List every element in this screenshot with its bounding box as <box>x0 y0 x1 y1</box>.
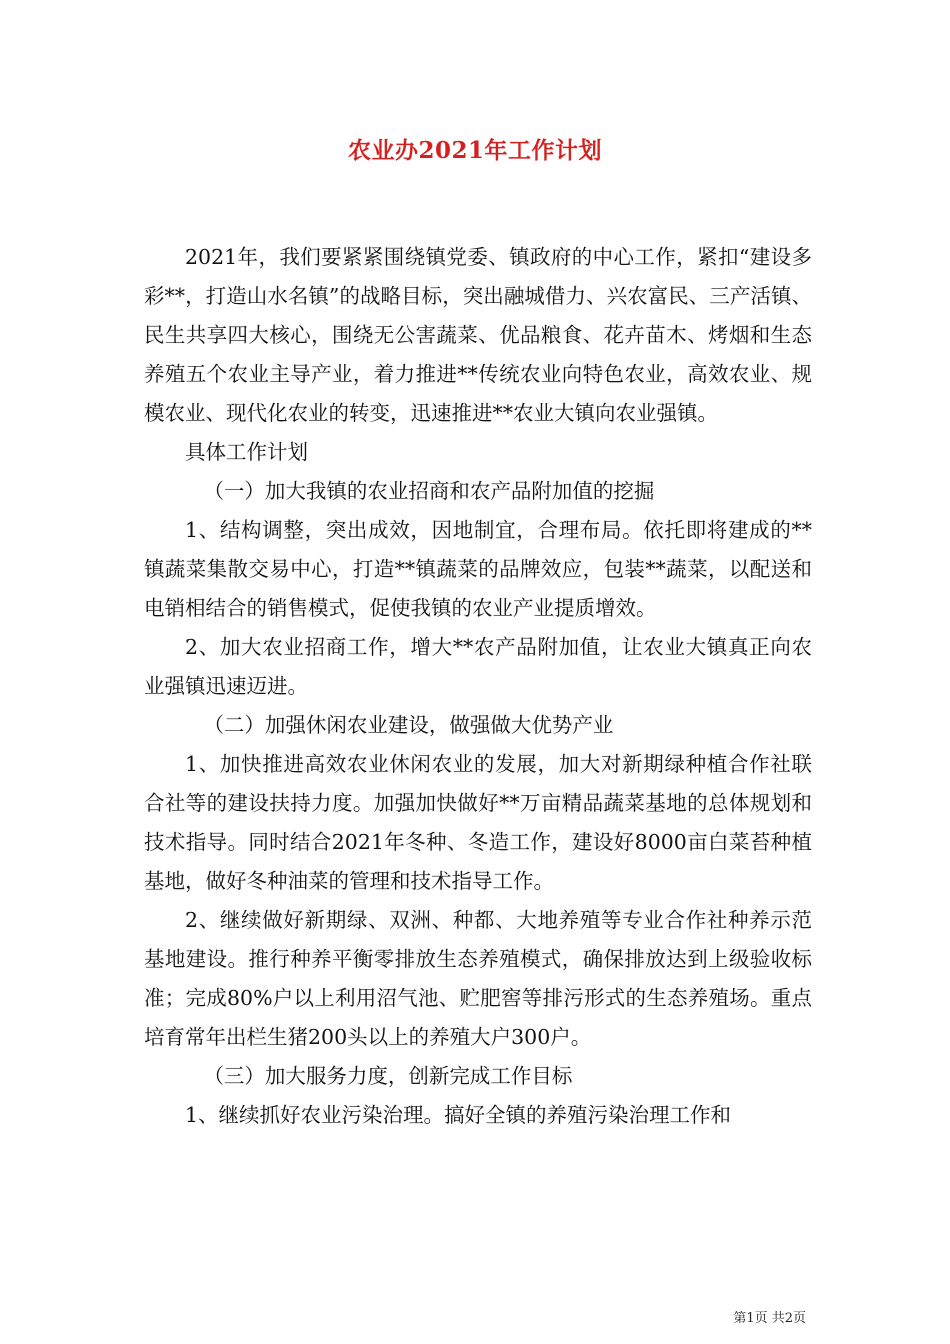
section-heading-1: （一）加大我镇的农业招商和农产品附加值的挖掘 <box>203 479 655 503</box>
paragraph-item-3-1: 1、继续抓好农业污染治理。搞好全镇的养殖污染治理工作和 <box>185 1103 732 1127</box>
paragraph-intro: 2021年，我们要紧紧围绕镇党委、镇政府的中心工作，紧扣“建设多彩**，打造山水名镇”的战略目标，突出融城借力、兴农富民、三产活镇、民生共享四大核心，围绕无公害蔬菜、优品粮食、花卉苗木、烤烟和生态养殖五个农业主导产业，着力推进**传统农业向特色农业，高效农业、规模农业、现代化农业的转变，迅速推进**农业大镇向农业强镇。 <box>144 245 812 425</box>
document-body <box>144 238 812 1135</box>
paragraph-item-2-1: 1、加快推进高效农业休闲农业的发展，加大对新期绿种植合作社联合社等的建设扶持力度。加强加快做好**万亩精品蔬菜基地的总体规划和技术指导。同时结合2021年冬种、冬造工作，建设好8000亩白菜苔种植基地，做好冬种油菜的管理和技术指导工作。 <box>144 752 812 893</box>
page-number: 第1页 共2页 <box>733 1311 806 1326</box>
section-heading-3: （三）加大服务力度，创新完成工作目标 <box>203 1064 573 1088</box>
paragraph-plan-label: 具体工作计划 <box>185 440 308 464</box>
document-title: 农业办2021年工作计划 <box>347 137 602 164</box>
paragraph-item-1-1: 1、结构调整，突出成效，因地制宜，合理布局。依托即将建成的**镇蔬菜集散交易中心，打造**镇蔬菜的品牌效应，包装**蔬菜，以配送和电销相结合的销售模式，促使我镇的农业产业提质增效。 <box>144 518 812 620</box>
paragraph-item-1-2: 2、加大农业招商工作，增大**农产品附加值，让农业大镇真正向农业强镇迅速迈进。 <box>144 635 812 698</box>
section-heading-2: （二）加强休闲农业建设，做强做大优势产业 <box>203 713 614 737</box>
paragraph-item-2-2: 2、继续做好新期绿、双洲、种都、大地养殖等专业合作社种养示范基地建设。推行种养平衡零排放生态养殖模式，确保排放达到上级验收标准；完成80%户以上利用沼气池、贮肥窖等排污形式的生态养殖场。重点培育常年出栏生猪200头以上的养殖大户300户。 <box>144 908 812 1049</box>
